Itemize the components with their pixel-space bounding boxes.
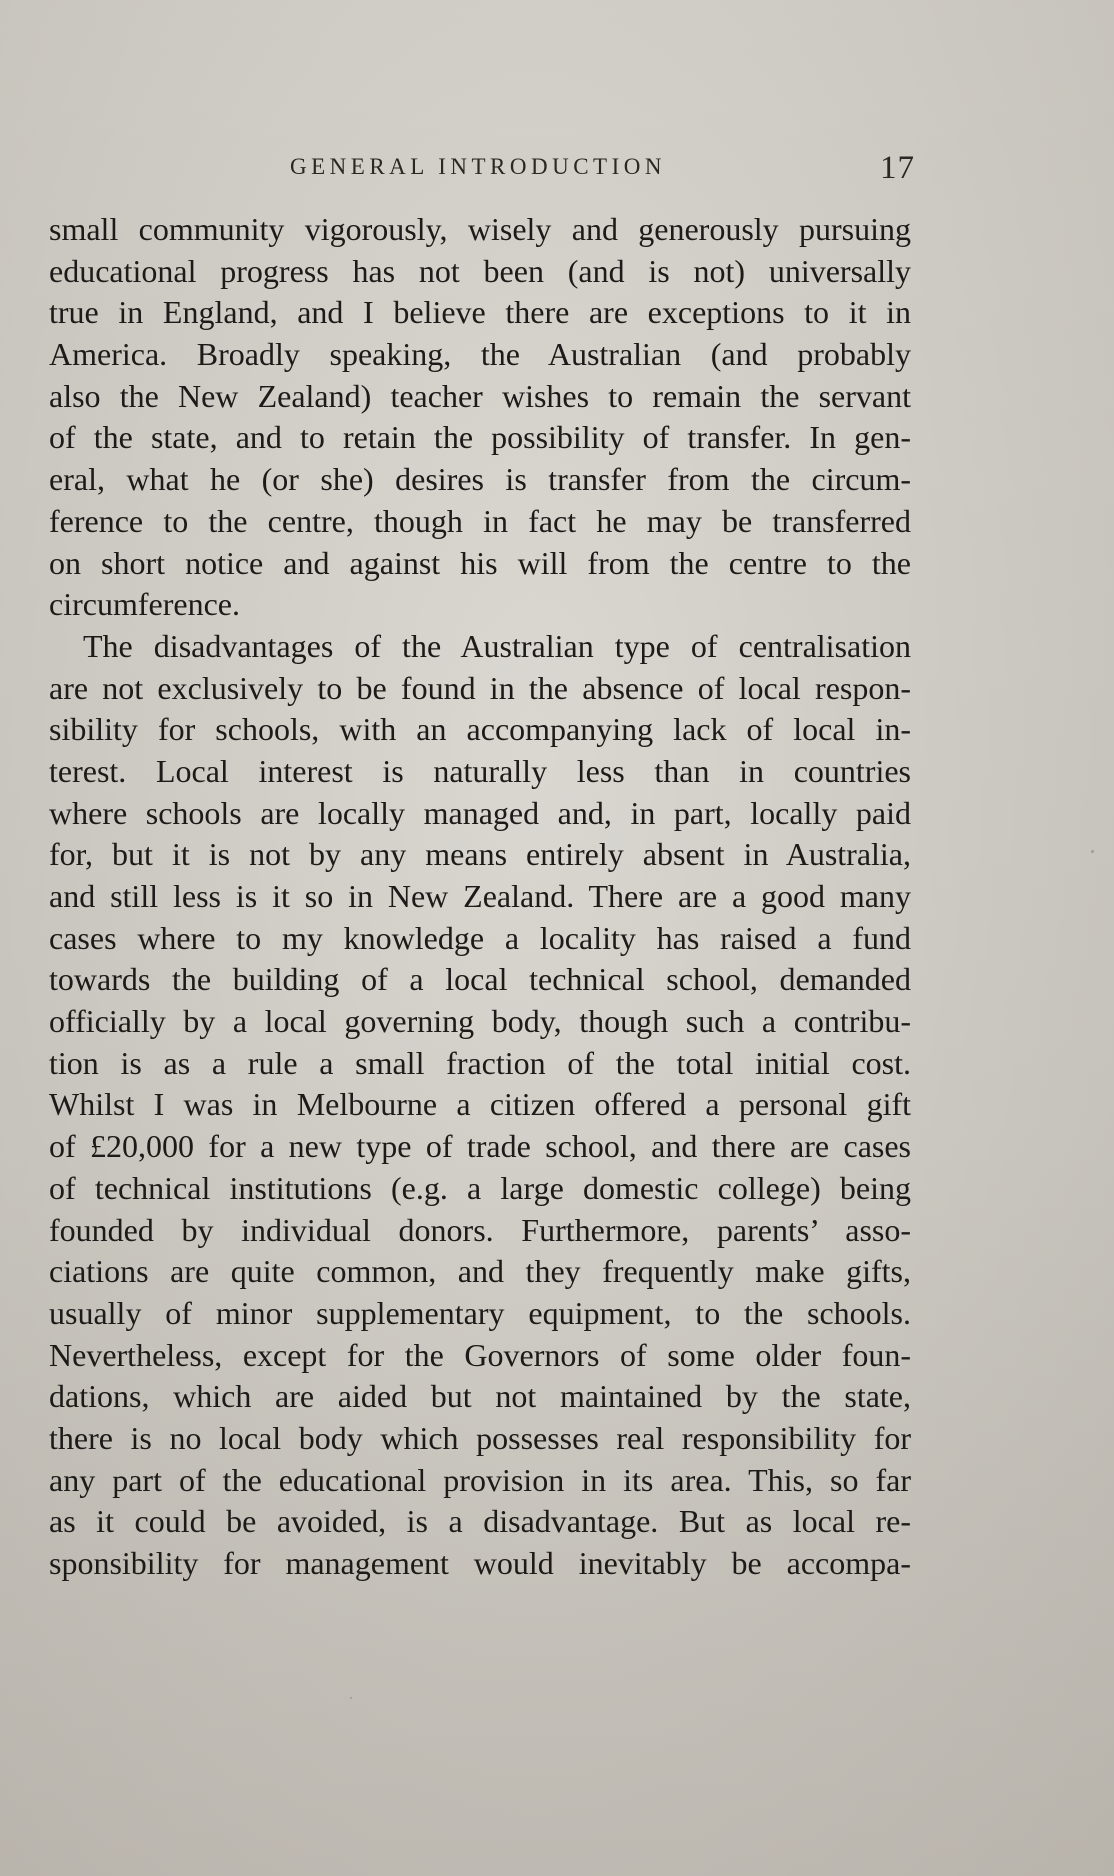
- text-line: where schools are locally managed and, in part, locally paid: [49, 794, 911, 831]
- text-line: also the New Zealand) teacher wishes to remain the servant: [49, 377, 911, 414]
- text-line: are not exclusively to be found in the absence of local respon-: [49, 669, 911, 706]
- text-line: ference to the centre, though in fact he may be transferred: [49, 502, 911, 539]
- body-text: [49, 209, 911, 1585]
- text-line: of technical institutions (e.g. a large domestic college) being: [49, 1169, 911, 1206]
- text-line: towards the building of a local technical school, demanded: [49, 961, 911, 998]
- text-line: any part of the educational provision in its area. This, so far: [49, 1461, 911, 1498]
- text-line: on short notice and against his will from the centre to the: [49, 544, 911, 581]
- text-line: ciations are quite common, and they frequently make gifts,: [49, 1253, 911, 1290]
- text-line: there is no local body which possesses real responsibility for: [49, 1419, 911, 1456]
- paper-speck: [350, 1697, 352, 1699]
- running-head: [0, 150, 1114, 190]
- text-line: tion is as a rule a small fraction of the total initial cost.: [49, 1044, 911, 1081]
- text-line: founded by individual donors. Furthermore, parents’ asso-: [49, 1211, 911, 1248]
- text-line: circumference.: [49, 586, 240, 623]
- text-line: dations, which are aided but not maintained by the state,: [49, 1378, 911, 1415]
- paper-speck: [1091, 850, 1094, 853]
- text-line: America. Broadly speaking, the Australian (and probably: [49, 336, 911, 373]
- page-number: 17: [880, 150, 915, 186]
- text-line: The disadvantages of the Australian type of centralisation: [83, 627, 911, 664]
- text-line: Nevertheless, except for the Governors of some older foun-: [49, 1336, 911, 1373]
- text-line: of £20,000 for a new type of trade school, and there are cases: [49, 1128, 911, 1165]
- text-line: educational progress has not been (and is not) universally: [49, 252, 911, 289]
- running-title: GENERAL INTRODUCTION: [290, 154, 666, 179]
- text-line: true in England, and I believe there are exceptions to it in: [49, 294, 911, 331]
- text-line: Whilst I was in Melbourne a citizen offered a personal gift: [49, 1086, 911, 1123]
- text-line: cases where to my knowledge a locality has raised a fund: [49, 919, 911, 956]
- text-line: and still less is it so in New Zealand. There are a good many: [49, 878, 911, 914]
- text-line: as it could be avoided, is a disadvantage. But as local re-: [49, 1503, 911, 1540]
- text-line: sponsibility for management would inevitably be accompa-: [49, 1545, 911, 1581]
- text-line: of the state, and to retain the possibility of transfer. In gen-: [49, 419, 911, 456]
- text-line: usually of minor supplementary equipment, to the schools.: [49, 1294, 911, 1331]
- text-line: small community vigorously, wisely and generously pursuing: [49, 211, 911, 247]
- text-line: officially by a local governing body, though such a contribu-: [49, 1003, 911, 1040]
- text-line: sibility for schools, with an accompanying lack of local in-: [49, 711, 911, 748]
- text-line: eral, what he (or she) desires is transfer from the circum-: [49, 461, 911, 498]
- text-line: terest. Local interest is naturally less than in countries: [49, 752, 911, 789]
- text-line: for, but it is not by any means entirely absent in Australia,: [49, 836, 911, 873]
